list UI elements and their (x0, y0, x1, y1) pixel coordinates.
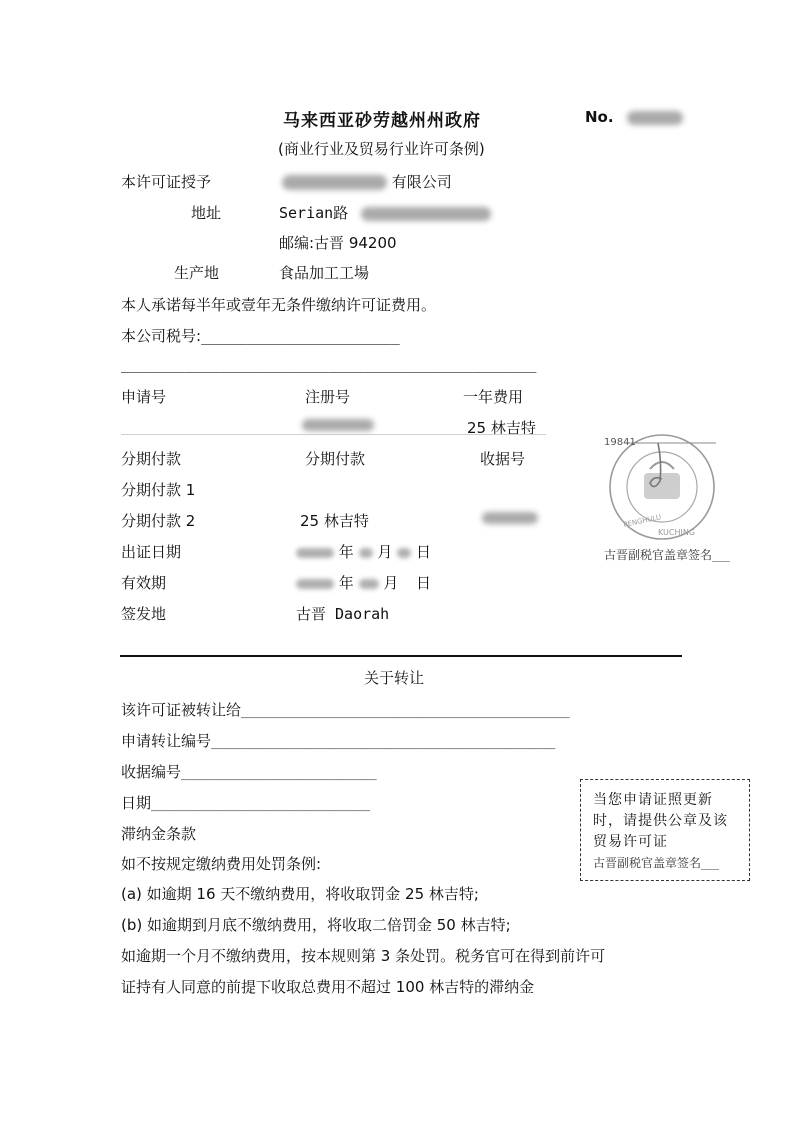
installment-2-label: 分期付款 2 (121, 512, 196, 530)
issue-place-label: 签发地 (121, 605, 167, 623)
penalty-heading: 滞纳金条款 (121, 825, 197, 843)
installment-2-amount: 25 林吉特 (300, 512, 369, 530)
renewal-notice-box (580, 779, 750, 881)
receipt-number-header: 收据号 (480, 450, 526, 468)
valid-until-label: 有效期 (121, 574, 167, 592)
transfer-section-divider (120, 655, 682, 657)
renewal-notice-text: 当您申请证照更新时，请提供公章及该贸易许可证 (593, 792, 728, 850)
transfer-application-row (121, 730, 555, 751)
installment-1-label: 分期付款 1 (121, 481, 196, 499)
installment-header-2: 分期付款 (305, 450, 366, 468)
redacted-receipt-number (482, 512, 538, 524)
redacted-day (397, 548, 411, 558)
annual-fee-header: 一年费用 (463, 388, 524, 406)
table-divider (121, 434, 546, 435)
installment-header-1: 分期付款 (121, 450, 182, 468)
redacted-month (359, 548, 373, 558)
section-separator: ______________________________________________ (121, 355, 537, 373)
month-label: 月 (383, 574, 399, 592)
receipt-number-label: 收据编号 (121, 763, 182, 781)
issue-date-value (296, 541, 431, 562)
penalty-item-a: (a) 如逾期 16 天不缴纳费用，将收取罚金 25 林吉特; (121, 885, 479, 903)
redacted-year (296, 548, 334, 558)
redacted-company-name (282, 175, 387, 190)
pledge-text: 本人承诺每半年或壹年无条件缴纳许可证费用。 (121, 296, 437, 314)
application-number-header: 申请号 (121, 388, 167, 406)
address-label: 地址 (191, 204, 222, 222)
transfer-date-label: 日期 (121, 794, 152, 812)
tax-number-row (121, 325, 400, 346)
receipt-number-blank: _________________________ (181, 766, 377, 781)
address-value (279, 202, 491, 223)
transfer-date-blank: ____________________________ (151, 797, 371, 812)
document-number-label: No. (585, 108, 614, 126)
transfer-to-blank: __________________________________________ (241, 704, 570, 719)
document-title: 马来西亚砂劳越州州政府 (283, 111, 481, 131)
issue-date-label: 出证日期 (121, 543, 182, 561)
stamp-signature-line: 古晋副税官盖章签名___ (604, 548, 731, 562)
tax-number-label: 本公司税号: (121, 327, 202, 345)
penalty-paragraph-line-1: 如逾期一个月不缴纳费用，按本规则第 3 条处罚。税务官可在得到前许可 (121, 947, 606, 965)
redacted-year (296, 579, 334, 589)
year-label: 年 (338, 574, 354, 592)
production-label: 生产地 (174, 264, 220, 282)
production-value: 食品加工工場 (279, 264, 370, 282)
receipt-number-row (121, 761, 377, 782)
month-label: 月 (377, 543, 393, 561)
transfer-application-blank: ____________________________________________ (211, 735, 556, 750)
seal-number: 19841 (604, 437, 636, 448)
document-subtitle: (商业行业及贸易行业许可条例) (278, 140, 485, 158)
redacted-address (361, 207, 491, 221)
registration-number-header: 注册号 (305, 388, 351, 406)
transfer-to-label: 该许可证被转让给 (121, 701, 242, 719)
penalty-item-b: (b) 如逾期到月底不缴纳费用，将收取二倍罚金 50 林吉特; (121, 916, 511, 934)
company-suffix: 有限公司 (391, 173, 452, 191)
svg-text:PENGHULU: PENGHULU (622, 513, 662, 529)
svg-text:KUCHING: KUCHING (658, 528, 696, 537)
annual-fee-value: 25 林吉特 (467, 419, 536, 437)
redacted-number (627, 111, 683, 125)
transfer-to-row (121, 699, 570, 720)
tax-number-blank: ______________________ (201, 327, 400, 345)
valid-until-value (296, 572, 431, 593)
year-label: 年 (338, 543, 354, 561)
transfer-heading: 关于转让 (364, 669, 425, 687)
penalty-intro: 如不按规定缴纳费用处罚条例: (121, 855, 322, 873)
grantee-company (282, 171, 452, 192)
notice-signature-line: 古晋副税官盖章签名___ (593, 856, 720, 870)
redacted-registration-number (302, 419, 374, 431)
transfer-date-row (121, 792, 370, 813)
official-seal (600, 425, 720, 545)
penalty-paragraph-line-2: 证持有人同意的前提下收取总费用不超过 100 林吉特的滞纳金 (121, 978, 535, 996)
issue-place-value: 古晋 Daorah (296, 605, 390, 623)
address-prefix: Serian路 (279, 204, 349, 222)
postcode: 邮编:古晋 94200 (279, 234, 397, 252)
redacted-month (359, 579, 379, 589)
day-label: 日 (415, 574, 431, 592)
document-number (585, 108, 683, 126)
transfer-application-label: 申请转让编号 (121, 732, 212, 750)
day-label: 日 (415, 543, 431, 561)
grantee-label: 本许可证授予 (121, 173, 212, 191)
